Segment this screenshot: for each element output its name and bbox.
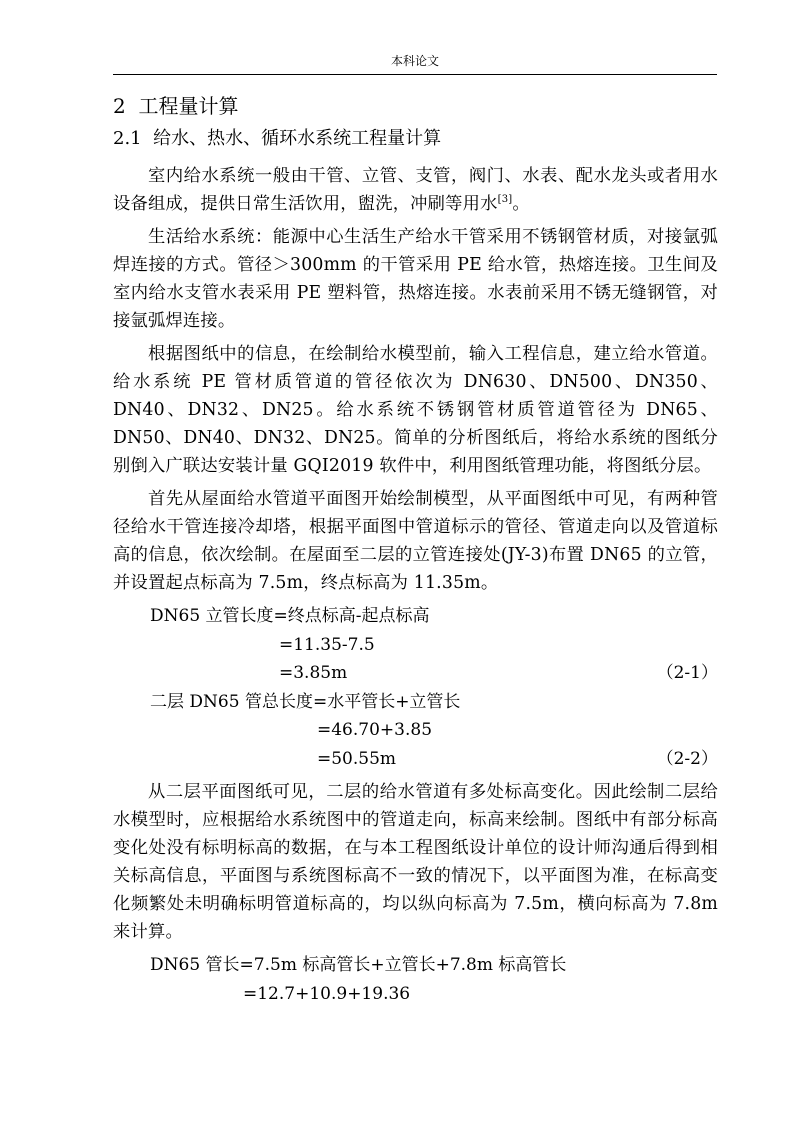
- formula-text: 二层 DN65 管总长度=水平管长+立管长: [150, 691, 461, 712]
- running-header: 本科论文: [390, 54, 439, 68]
- formula-text: DN65 管长=7.5m 标高管长+立管长+7.8m 标高管长: [150, 955, 567, 975]
- formula-text: =11.35-7.5: [279, 634, 375, 655]
- formula-line: [113, 980, 718, 1009]
- equation-number: （2-1）: [656, 663, 718, 683]
- paragraph: 生活给水系统：能源中心生活生产给水干管采用不锈钢管材质，对接氩弧焊连接的方式。管径＞300mm 的干管采用 PE 给水管，热熔连接。卫生间及室内给水支管水表采用 PE 塑料管，热熔连接。水表前采用不锈无缝钢管，对接氩弧焊连接。: [113, 227, 718, 331]
- formula-line: [113, 688, 718, 717]
- formula-line: [113, 716, 718, 745]
- chapter-title: 2 工程量计算: [113, 94, 239, 118]
- formula-line: [113, 631, 718, 660]
- paragraph: 从二层平面图纸可见，二层的给水管道有多处标高变化。因此绘制二层给水模型时，应根据给水系统图中的管道走向，标高来绘制。图纸中有部分标高变化处没有标明标高的数据，在与本工程图纸设计单位的设计师沟通后得到相关标高信息，平面图与系统图标高不一致的情况下，以平面图为准，在标高变化频繁处未明确标明管道标高的，均以纵向标高为 7.5m，横向标高为 7.8m 来计算。: [113, 782, 718, 942]
- formula-text: =46.70+3.85: [317, 720, 433, 740]
- equation-number: （2-2）: [656, 748, 718, 769]
- formula-line: [113, 602, 718, 631]
- formula-text: =50.55m: [317, 748, 397, 769]
- paragraph: 首先从屋面给水管道平面图开始绘制模型，从平面图纸中可见，有两种管径给水干管连接冷却塔，根据平面图中管道标示的管径、管道走向以及管道标高的信息，依次绘制。在屋面至二层的立管连接处(JY-3)布置 DN65 的立管，并设置起点标高为 7.5m，终点标高为 11.35m。: [113, 489, 718, 593]
- formula-line: [113, 659, 718, 688]
- formula-text: =3.85m: [279, 663, 348, 683]
- paragraph: 根据图纸中的信息，在绘制给水模型前，输入工程信息，建立给水管道。给水系统 PE 管材质管道的管径依次为 DN630、DN500、DN350、DN40、DN32、DN25。给水系统不锈钢管材质管道管径为 DN65、DN50、DN40、DN32、DN25。简单的分析图纸后，将给水系统的图纸分别倒入广联达安装计量 GQI2019 软件中，利用图纸管理功能，将图纸分层。: [113, 344, 718, 476]
- paragraph-text: 室内给水系统一般由干管、立管、支管，阀门、水表、配水龙头或者用水设备组成，提供日常生活饮用，盥洗，冲刷等用水: [113, 166, 718, 214]
- paragraph-text: 。: [512, 194, 530, 214]
- header-rule: [113, 74, 717, 75]
- section-title: 2.1 给水、热水、循环水系统工程量计算: [113, 128, 442, 149]
- formula-text: DN65 立管长度=终点标高-起点标高: [150, 606, 430, 626]
- formula-text: =12.7+10.9+19.36: [243, 983, 411, 1004]
- formula-line: [113, 951, 718, 980]
- formula-line: [113, 745, 718, 774]
- citation-ref: [3]: [497, 194, 513, 206]
- page-content: [113, 92, 718, 1008]
- paragraph: [113, 162, 718, 218]
